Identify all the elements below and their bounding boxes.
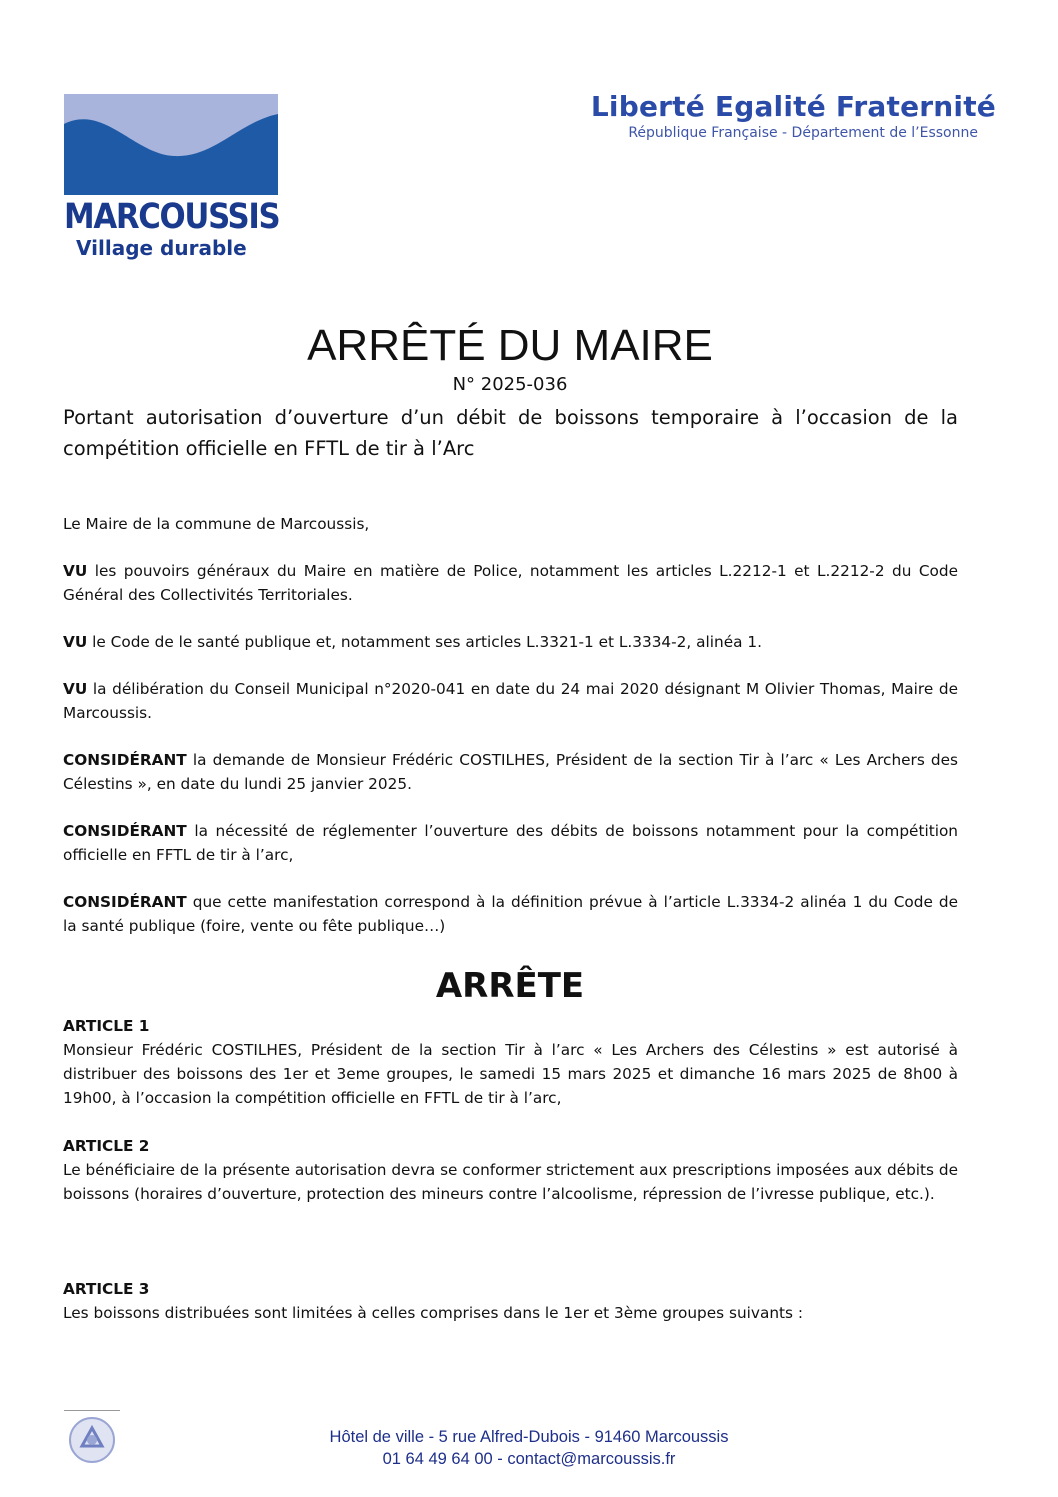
clause-text: le Code de le santé publique et, notamment ses articles L.3321-1 et L.3334-2, alinéa 1. <box>87 633 762 651</box>
clause-text: la demande de Monsieur Frédéric COSTILHES, Président de la section Tir à l’arc « Les Archers des Célestins », en date du lundi 25 janvier 2025. <box>63 751 958 793</box>
clause-lead: CONSIDÉRANT <box>63 822 187 840</box>
logo-name: MARCOUSSIS <box>64 197 280 237</box>
footer-address: Hôtel de ville - 5 rue Alfred-Dubois - 91460 Marcoussis <box>329 1428 729 1446</box>
logo-tagline: Village durable <box>76 236 247 260</box>
article-title: ARTICLE 1 <box>63 1017 150 1035</box>
marcoussis-logo <box>64 94 278 259</box>
motto-subtitle: République Française - Département de l’Essonne <box>628 125 978 141</box>
preamble <box>63 512 958 961</box>
clause-text: la délibération du Conseil Municipal n°2020-041 en date du 24 mai 2020 désignant M Olivier Thomas, Maire de Marcoussis. <box>63 680 958 722</box>
clause-lead: VU <box>63 562 88 580</box>
article-title: ARTICLE 3 <box>63 1280 150 1298</box>
articles <box>63 1014 958 1325</box>
clause-lead: CONSIDÉRANT <box>63 893 187 911</box>
article-text: Les boissons distribuées sont limitées à celles comprises dans le 1er et 3ème groupes suivants : <box>63 1304 803 1322</box>
article-text: Monsieur Frédéric COSTILHES, Président de la section Tir à l’arc « Les Archers des Célestins » est autorisé à distribuer des boissons des 1er et 3eme groupes, le samedi 15 mars 2025 et dimanche 16 mars 2025 de 8h00 à 19h00, à l’occasion la compétition officielle en FFTL de tir à l’arc, <box>63 1041 958 1107</box>
intro-line: Le Maire de la commune de Marcoussis, <box>63 515 370 533</box>
article-3 <box>63 1277 958 1325</box>
clause <box>63 890 958 938</box>
clause-lead: VU <box>63 680 88 698</box>
clause <box>63 630 958 654</box>
clause-lead: VU <box>63 633 88 651</box>
document-number: N° 2025-036 <box>452 374 568 395</box>
article-title: ARTICLE 2 <box>63 1137 150 1155</box>
decision-heading: ARRÊTE <box>435 966 585 1006</box>
motto-main: Liberté Egalité Fraternité <box>590 90 996 123</box>
footer-contact: 01 64 49 64 00 - contact@marcoussis.fr <box>382 1450 676 1468</box>
article-1 <box>63 1014 958 1110</box>
document-subject: Portant autorisation d’ouverture d’un débit de boissons temporaire à l’occasion de la compétition officielle en FFTL de tir à l’Arc <box>63 406 958 460</box>
wave-logo-icon <box>64 94 278 195</box>
clause <box>63 677 958 725</box>
document-title: ARRÊTÉ DU MAIRE <box>307 321 713 370</box>
clause-lead: CONSIDÉRANT <box>63 751 187 769</box>
footer <box>0 1426 1058 1470</box>
clause <box>63 559 958 607</box>
republic-motto <box>591 90 996 141</box>
article-text: Le bénéficiaire de la présente autorisation devra se conformer strictement aux prescriptions imposées aux débits de boissons (horaires d’ouverture, protection des mineurs contre l’alcoolisme, répression de l’ivresse publique, etc.). <box>63 1161 958 1203</box>
clause-text: que cette manifestation correspond à la définition prévue à l’article L.3334-2 alinéa 1 du Code de la santé publique (foire, vente ou fête publique…) <box>63 893 958 935</box>
clause-text: la nécessité de réglementer l’ouverture des débits de boissons notamment pour la compétition officielle en FFTL de tir à l’arc, <box>63 822 958 864</box>
article-2 <box>63 1134 958 1206</box>
clause <box>63 748 958 796</box>
clause-text: les pouvoirs généraux du Maire en matière de Police, notamment les articles L.2212-1 et L.2212-2 du Code Général des Collectivités Territoriales. <box>63 562 958 604</box>
clause <box>63 819 958 867</box>
